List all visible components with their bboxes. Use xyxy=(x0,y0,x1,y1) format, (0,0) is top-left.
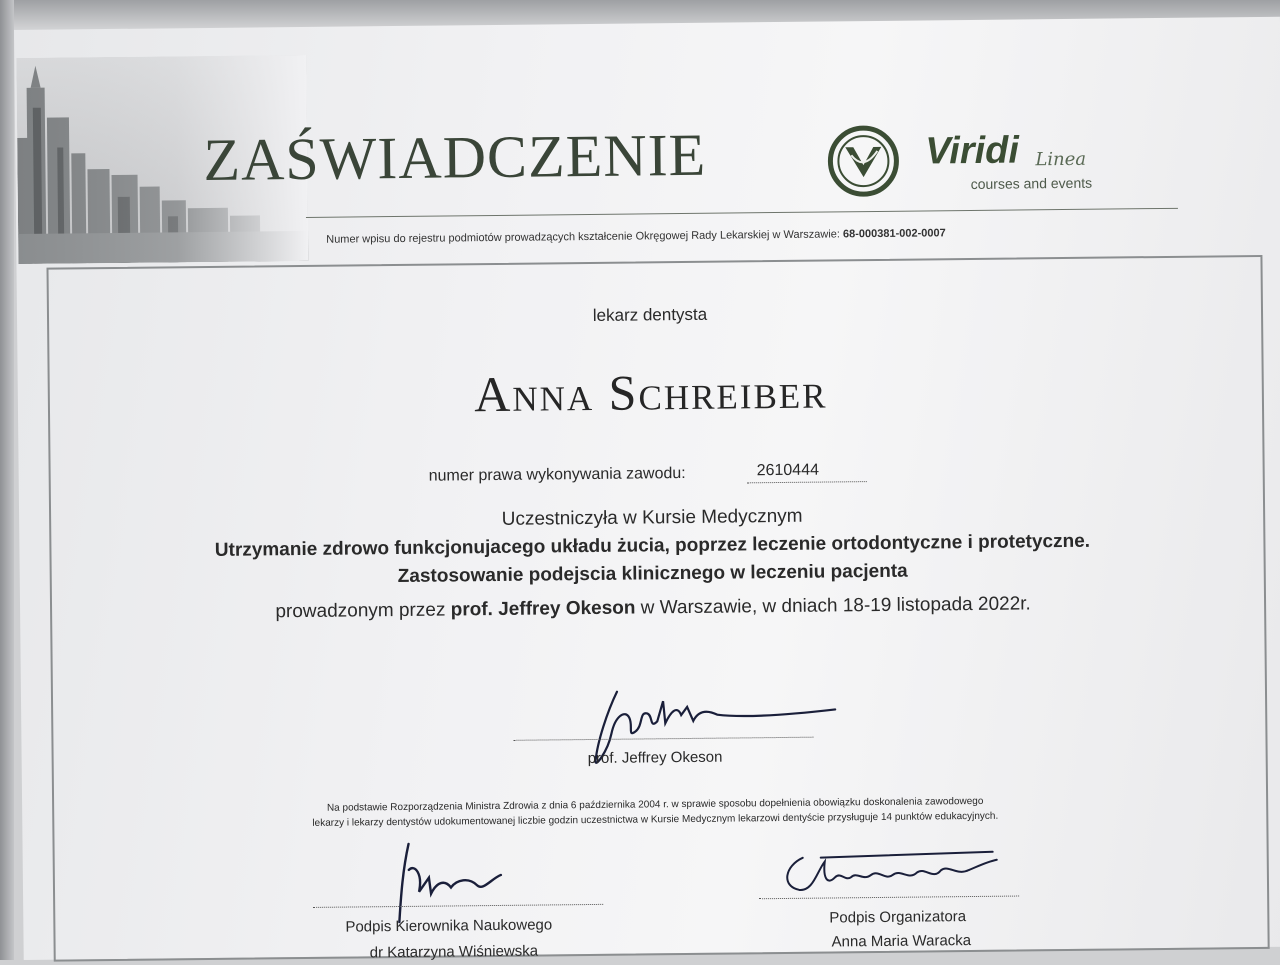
viridi-logo-icon xyxy=(827,125,900,198)
frame-left-edge xyxy=(0,0,14,960)
recipient-name: Anna Schreiber xyxy=(473,362,828,423)
certificate-sheet xyxy=(14,17,1280,960)
course-intro: Uczestniczyła w Kursie Medycznym xyxy=(501,505,803,530)
registry-number: 68-000381-002-0007 xyxy=(842,227,946,241)
led-by-name: prof. Jeffrey Okeson xyxy=(450,597,636,621)
license-label: numer prawa wykonywania zawodu: xyxy=(428,464,686,485)
course-title-line2: Zastosowanie podejscia klinicznego w leczeniu pacjenta xyxy=(397,560,908,588)
registry-label: Numer wpisu do rejestru podmiotów prowadzących kształcenie Okręgowej Rady Lekarskiej w Warszawie: xyxy=(326,228,840,246)
course-title-line1: Utrzymanie zdrowo funkcjonujacego układu żucia, poprzez leczenie ortodontyczne i protetyczne. xyxy=(214,530,1091,561)
director-signature xyxy=(378,833,519,930)
license-number: 2610444 xyxy=(756,461,820,480)
organizer-name: Anna Maria Waracka xyxy=(831,932,972,951)
profession-text: lekarz dentysta xyxy=(592,304,708,325)
director-name: dr Katarzyna Wiśniewska xyxy=(369,942,539,962)
lecturer-name: prof. Jeffrey Okeson xyxy=(587,748,723,768)
legal-line-2: lekarzy i lekarzy dentystów udokumentowanej liczbie godzin uczestnictwa w Kursie Medycznym lekarzowi dentyście przysługuje 14 punktów edukacyjnych. xyxy=(312,810,999,829)
legal-line-1: Na podstawie Rozporządzenia Ministra Zdrowia z dnia 6 października 2004 r. w sprawie sposobu dopełnienia obowiązku doskonalenia zawodowego xyxy=(326,795,984,814)
logo-script-text: Linea xyxy=(1035,148,1087,171)
organizer-signature xyxy=(773,840,1014,913)
led-suffix: w Warszawie, w dniach 18-19 listopada 2022r. xyxy=(640,593,1031,619)
registry-line xyxy=(326,227,946,245)
organizer-role: Podpis Organizatora xyxy=(829,908,967,927)
header-divider xyxy=(306,208,1178,218)
led-prefix: prowadzonym przez xyxy=(275,599,446,623)
director-role: Podpis Kierownika Naukowego xyxy=(345,916,553,936)
logo-brand-name: Viridi xyxy=(925,129,1020,173)
logo-tagline: courses and events xyxy=(970,174,1093,192)
certificate-title: ZAŚWIADCZENIE xyxy=(203,121,707,194)
